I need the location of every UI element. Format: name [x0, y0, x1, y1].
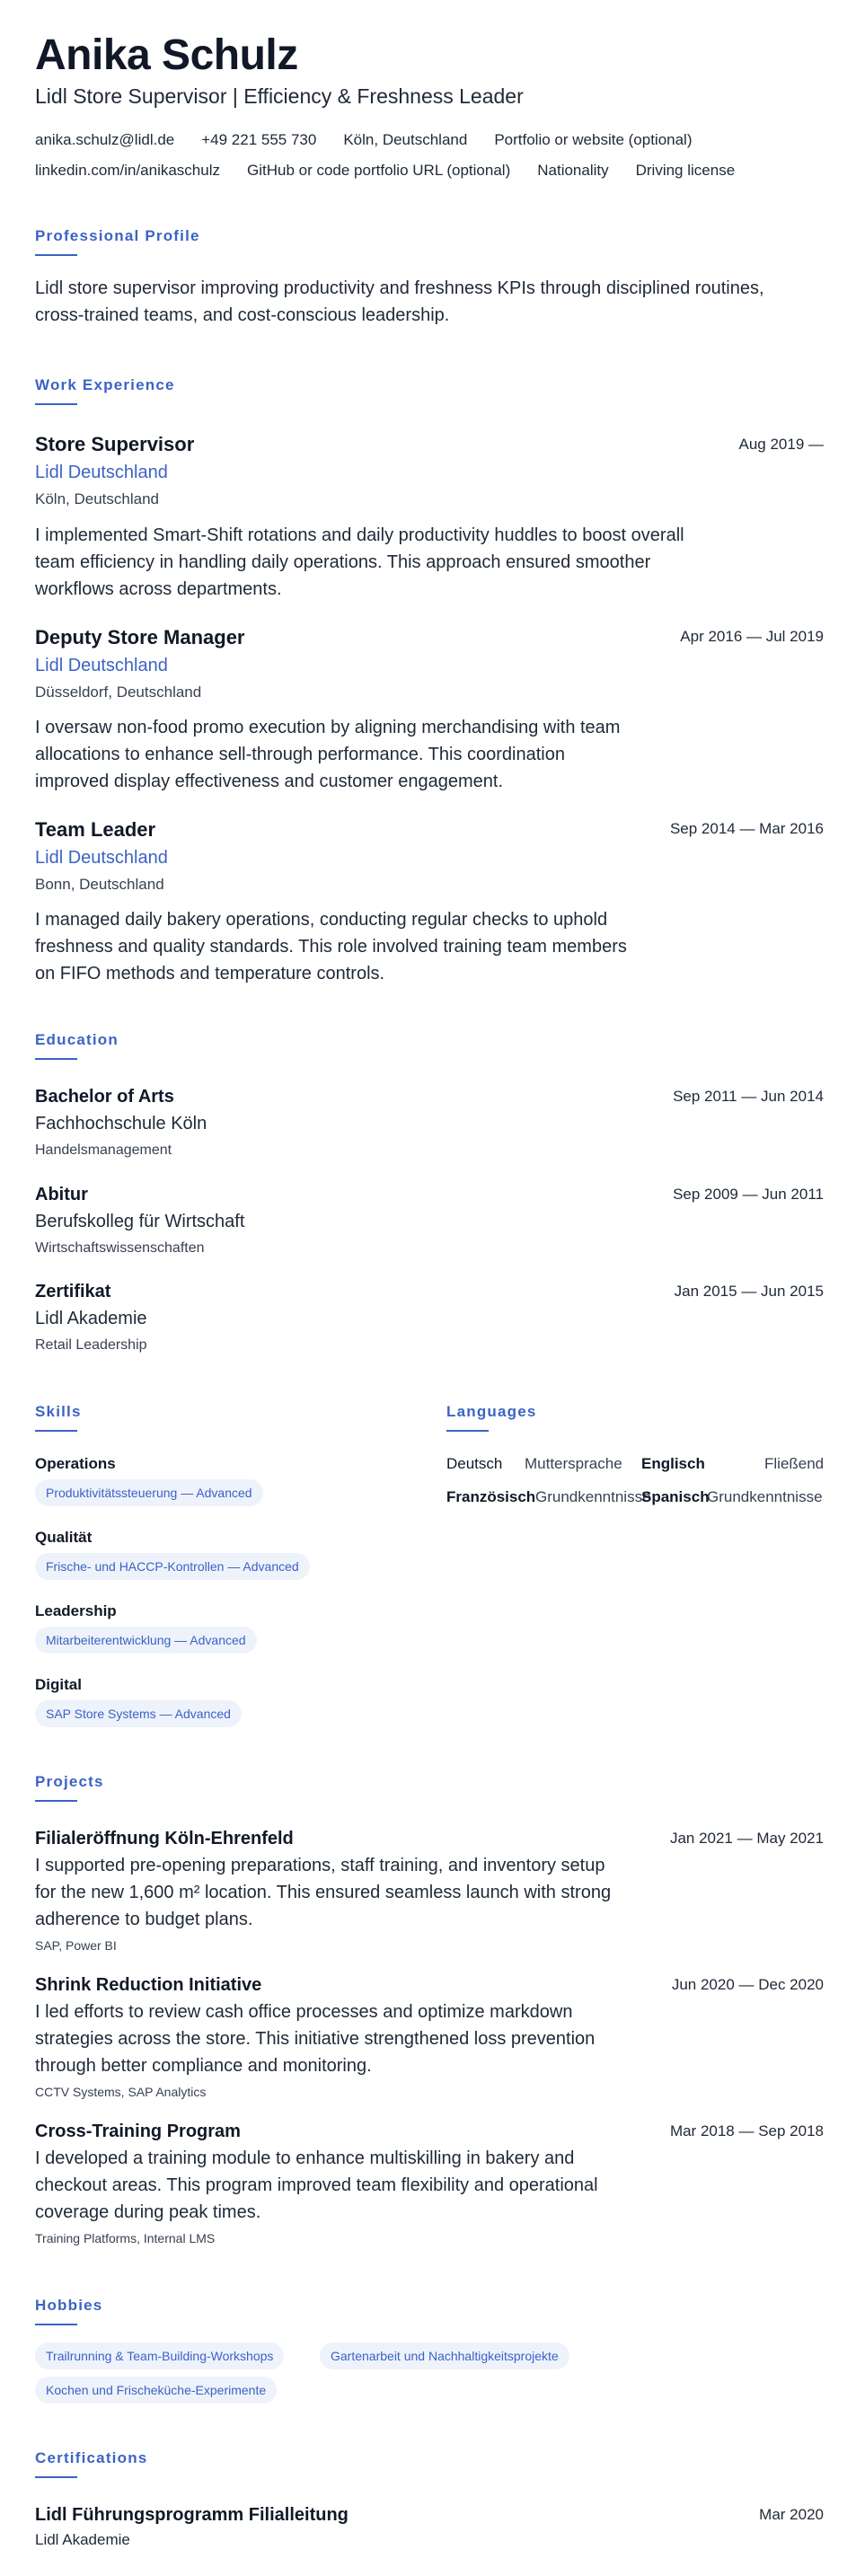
project-description-line: adherence to budget plans. [35, 1910, 253, 1929]
section-rule [35, 403, 77, 405]
language-name: Spanisch [641, 1488, 710, 1505]
project-title: Cross-Training Program [35, 2122, 241, 2141]
job-description-line: allocations to enhance sell-through performance. This coordination [35, 745, 565, 764]
project-description-line: checkout areas. This program improved team flexibility and operational [35, 2175, 598, 2195]
edu-degree: Zertifikat [35, 1282, 111, 1301]
section-title-experience: Work Experience [35, 376, 175, 393]
contact-github[interactable]: GitHub or code portfolio URL (optional) [247, 162, 511, 179]
skill-category: Qualität [35, 1529, 93, 1546]
edu-school: Berufskolleg für Wirtschaft [35, 1212, 245, 1231]
job-title: Deputy Store Manager [35, 626, 245, 648]
job-description-line: on FIFO methods and temperature controls. [35, 964, 385, 984]
certification-date: Mar 2020 [759, 2506, 824, 2523]
edu-field: Handelsmanagement [35, 1142, 172, 1158]
skill-chip: Mitarbeiterentwicklung — Advanced [35, 1627, 257, 1654]
section-rule [35, 2324, 77, 2325]
job-description-line: improved display effectiveness and customer engagement. [35, 772, 504, 791]
job-location: Düsseldorf, Deutschland [35, 684, 202, 701]
edu-degree: Abitur [35, 1185, 88, 1204]
section-title-education: Education [35, 1031, 119, 1048]
project-title: Shrink Reduction Initiative [35, 1975, 262, 1995]
edu-date: Sep 2011 — Jun 2014 [673, 1088, 824, 1105]
section-rule [35, 1430, 77, 1432]
contact-driving-license: Driving license [635, 162, 736, 179]
section-rule [35, 1800, 77, 1802]
skill-category: Leadership [35, 1602, 117, 1619]
job-company: Lidl Deutschland [35, 463, 168, 482]
project-date: Jun 2020 — Dec 2020 [671, 1976, 824, 1993]
skill-category: Digital [35, 1676, 82, 1693]
contact-row-2 [35, 162, 762, 180]
edu-school: Lidl Akademie [35, 1309, 147, 1328]
language-level: Muttersprache [525, 1455, 622, 1472]
project-date: Jan 2021 — May 2021 [669, 1830, 824, 1847]
edu-date: Jan 2015 — Jun 2015 [674, 1283, 824, 1300]
job-location: Köln, Deutschland [35, 490, 159, 507]
language-level: Fließend [764, 1455, 825, 1472]
section-rule [446, 1430, 489, 1432]
job-description-line: I managed daily bakery operations, conducting regular checks to uphold [35, 910, 608, 930]
project-date: Mar 2018 — Sep 2018 [669, 2122, 824, 2139]
contact-row-1 [35, 131, 719, 149]
project-description-line: I led efforts to review cash office processes and optimize markdown [35, 2002, 573, 2022]
job-date: Apr 2016 — Jul 2019 [680, 628, 824, 645]
project-description-line: I supported pre-opening preparations, staff training, and inventory setup [35, 1856, 605, 1875]
edu-date: Sep 2009 — Jun 2011 [673, 1186, 824, 1203]
project-description-line: coverage during peak times. [35, 2202, 261, 2222]
contact-portfolio[interactable]: Portfolio or website (optional) [494, 131, 693, 148]
section-title-skills: Skills [35, 1403, 82, 1420]
edu-degree: Bachelor of Arts [35, 1087, 174, 1107]
profile-line: cross-trained teams, and cost-conscious leadership. [35, 305, 450, 325]
language-name: Englisch [641, 1455, 705, 1472]
job-date: Aug 2019 — [738, 436, 824, 453]
job-description-line: workflows across departments. [35, 579, 282, 599]
contact-phone[interactable]: +49 221 555 730 [201, 131, 317, 148]
section-title-hobbies: Hobbies [35, 2297, 103, 2314]
language-name: Französisch [446, 1488, 536, 1505]
headline: Lidl Store Supervisor | Efficiency & Freshness Leader [35, 84, 524, 108]
language-level: Grundkenntnisse [707, 1488, 823, 1505]
contact-location: Köln, Deutschland [343, 131, 468, 148]
section-title-certifications: Certifications [35, 2449, 148, 2466]
section-title-profile: Professional Profile [35, 227, 200, 244]
project-description-line: I developed a training module to enhance multiskilling in bakery and [35, 2148, 575, 2168]
project-description-line: strategies across the store. This initiative strengthened loss prevention [35, 2029, 596, 2049]
section-rule [35, 2476, 77, 2478]
job-date: Sep 2014 — Mar 2016 [669, 820, 824, 837]
hobby-chip: Gartenarbeit und Nachhaltigkeitsprojekte [320, 2342, 569, 2369]
certification-title: Lidl Führungsprogramm Filialleitung [35, 2505, 349, 2525]
job-title: Store Supervisor [35, 433, 195, 455]
job-description-line: team efficiency in handling daily operations. This approach ensured smoother [35, 552, 651, 572]
edu-field: Wirtschaftswissenschaften [35, 1240, 205, 1256]
skill-chip: Produktivitätssteuerung — Advanced [35, 1479, 263, 1506]
contact-nationality: Nationality [537, 162, 609, 179]
edu-field: Retail Leadership [35, 1337, 147, 1353]
project-description-line: through better compliance and monitoring. [35, 2056, 372, 2076]
contact-email[interactable]: anika.schulz@lidl.de [35, 131, 175, 148]
project-tech: Training Platforms, Internal LMS [35, 2231, 216, 2245]
skill-chip: SAP Store Systems — Advanced [35, 1700, 242, 1727]
job-description-line: I implemented Smart-Shift rotations and daily productivity huddles to boost overall [35, 525, 684, 545]
certification-issuer: Lidl Akademie [35, 2531, 130, 2548]
section-rule [35, 254, 77, 256]
language-name: Deutsch [446, 1455, 503, 1472]
skill-chip: Frische- und HACCP-Kontrollen — Advanced [35, 1553, 310, 1580]
section-title-projects: Projects [35, 1773, 104, 1790]
job-title: Team Leader [35, 818, 156, 841]
language-level: Grundkenntnisse [535, 1488, 651, 1505]
section-rule [35, 1058, 77, 1060]
job-company: Lidl Deutschland [35, 656, 168, 675]
candidate-name: Anika Schulz [35, 31, 298, 79]
skill-category: Operations [35, 1455, 116, 1472]
project-title: Filialeröffnung Köln-Ehrenfeld [35, 1829, 294, 1848]
project-tech: SAP, Power BI [35, 1938, 117, 1953]
project-description-line: for the new 1,600 m² location. This ensured seamless launch with strong [35, 1883, 612, 1902]
profile-line: Lidl store supervisor improving productivity and freshness KPIs through disciplined routines, [35, 278, 764, 298]
job-location: Bonn, Deutschland [35, 876, 164, 893]
hobby-chip: Trailrunning & Team-Building-Workshops [35, 2342, 284, 2369]
project-tech: CCTV Systems, SAP Analytics [35, 2085, 207, 2099]
hobby-chip: Kochen und Frischeküche-Experimente [35, 2377, 277, 2404]
contact-linkedin[interactable]: linkedin.com/in/anikaschulz [35, 162, 220, 179]
job-description-line: I oversaw non-food promo execution by aligning merchandising with team [35, 718, 621, 737]
job-company: Lidl Deutschland [35, 848, 168, 868]
section-title-languages: Languages [446, 1403, 537, 1420]
job-description-line: freshness and quality standards. This role involved training team members [35, 937, 627, 957]
edu-school: Fachhochschule Köln [35, 1114, 207, 1134]
